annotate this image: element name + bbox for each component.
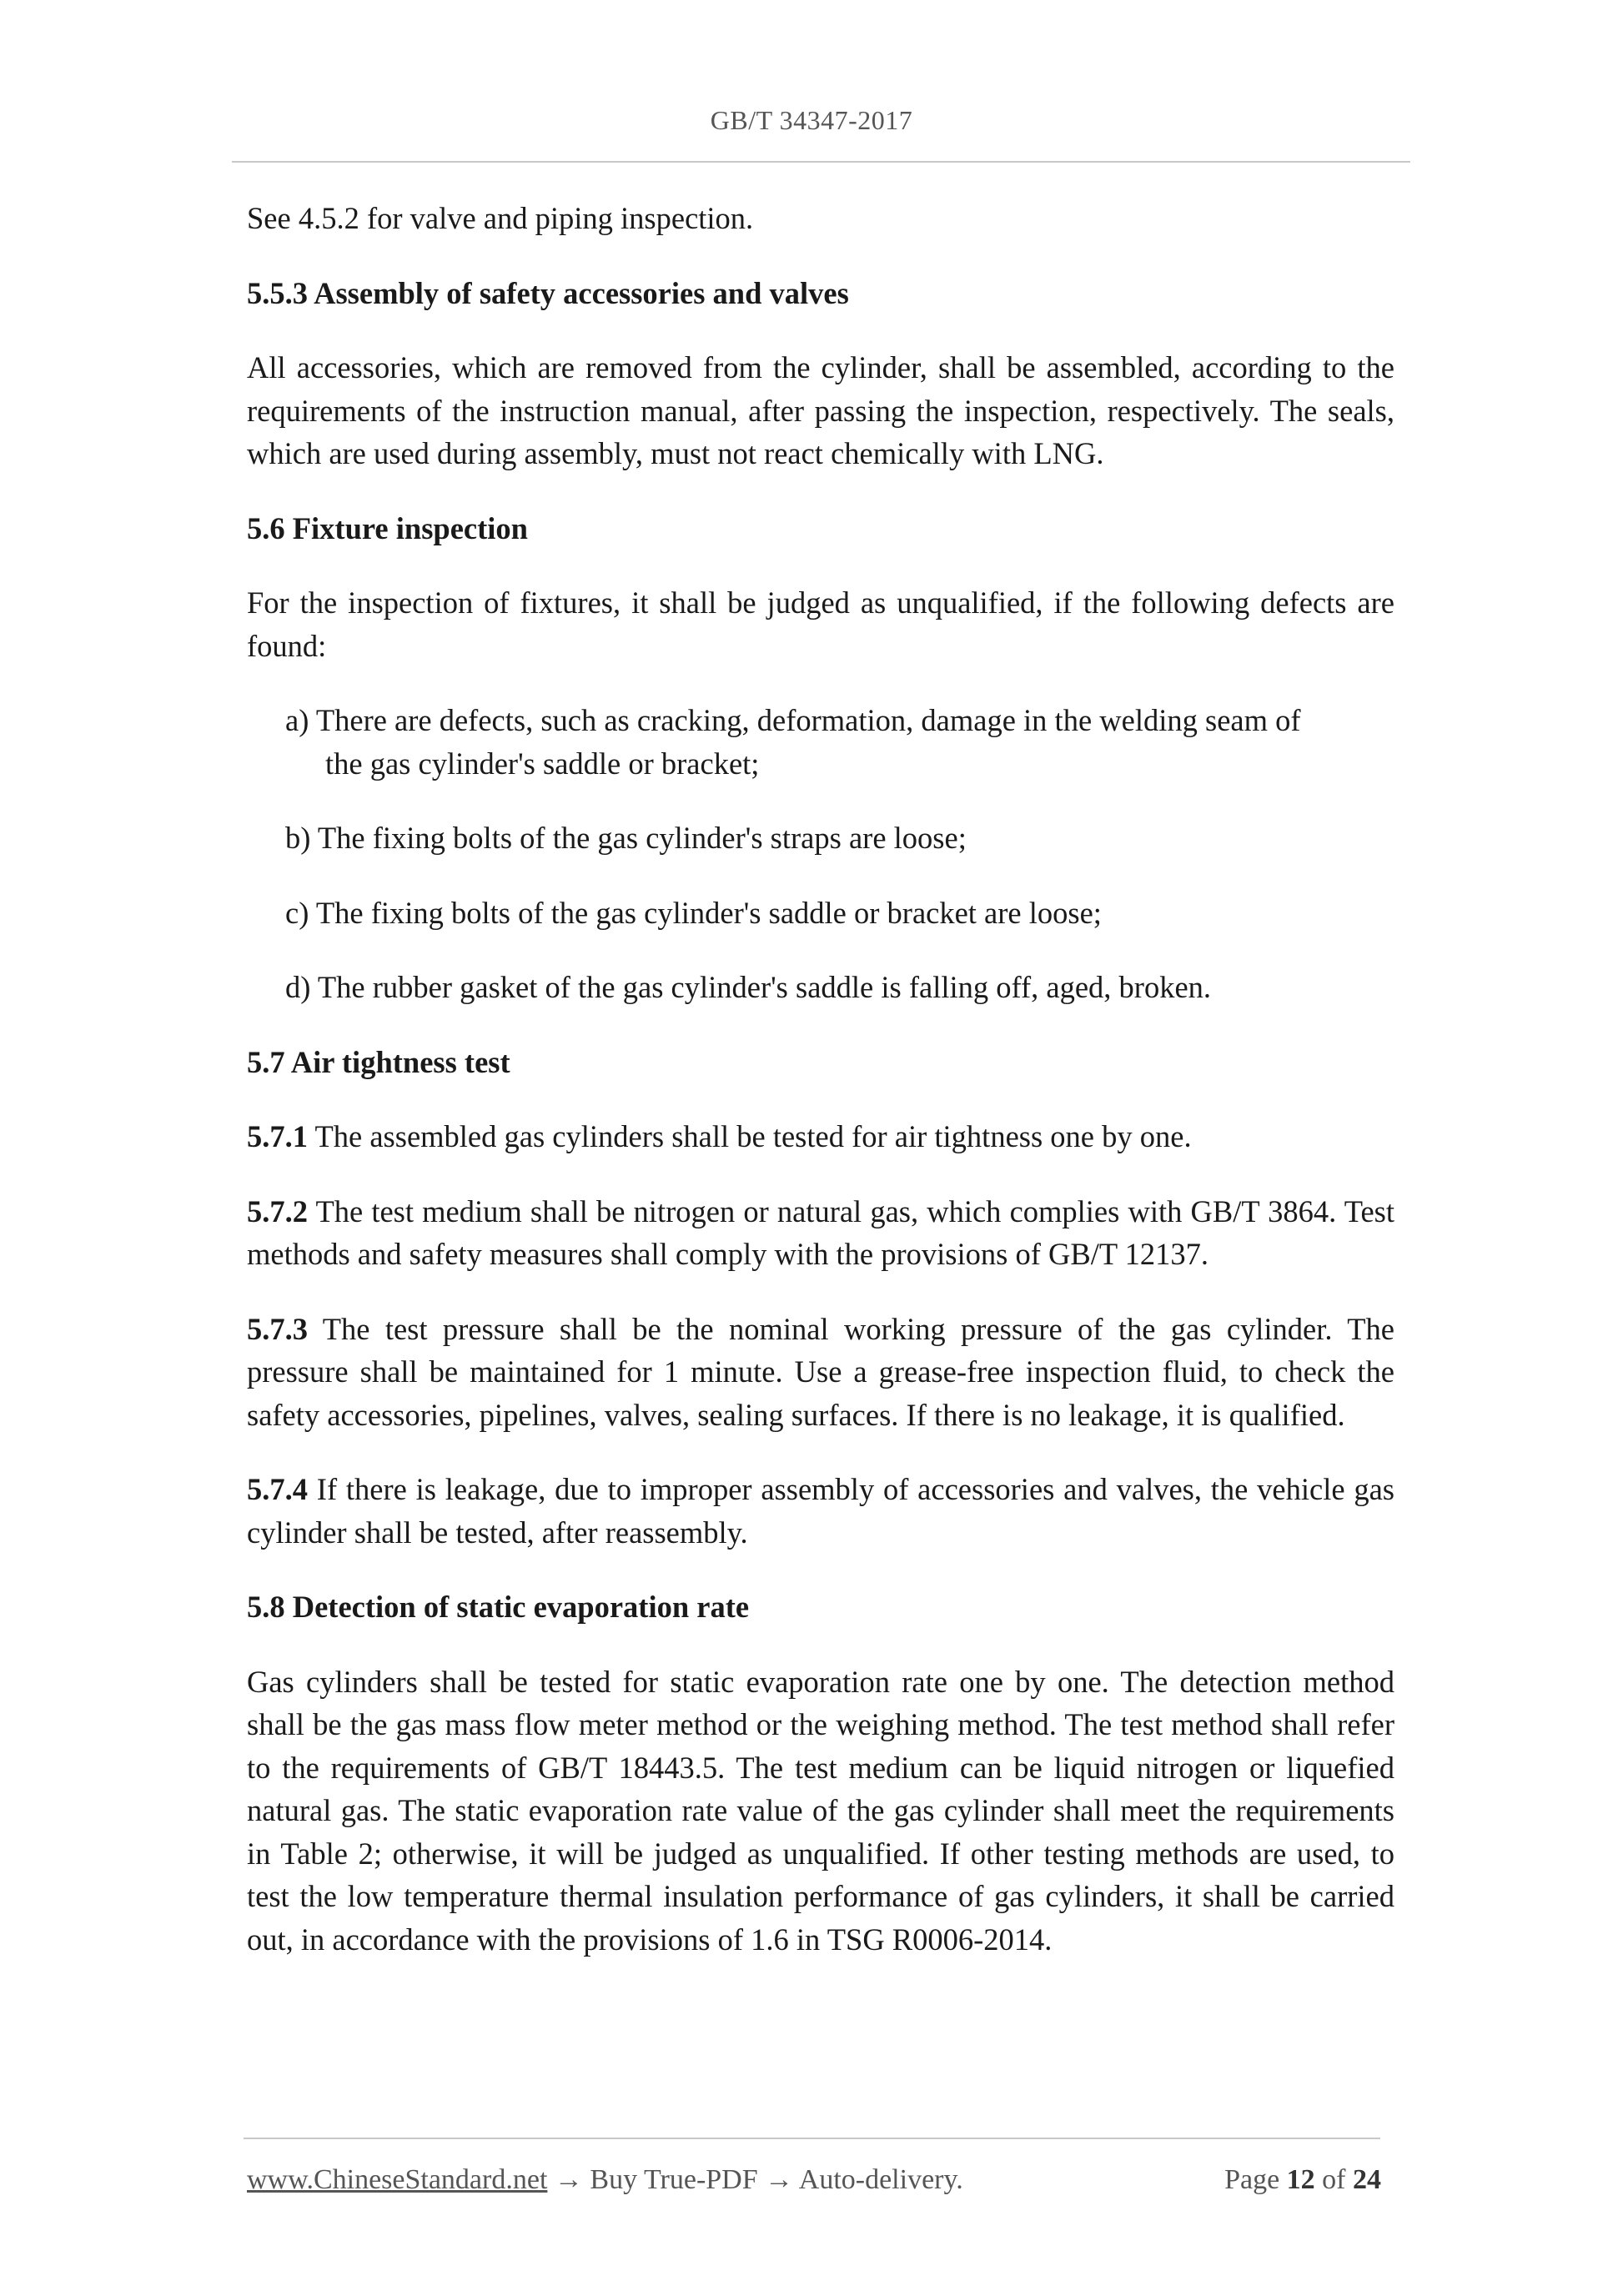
site-link[interactable]: www.ChineseStandard.net — [247, 2164, 548, 2195]
clause-text: The test medium shall be nitrogen or natural gas, which complies with GB/T 3864. Test methods and safety measures shall comply with the provisions of GB/T 12137. — [247, 1193, 1394, 1271]
document-body — [247, 197, 1394, 1961]
clause-text: The assembled gas cylinders shall be tested for air tightness one by one. — [308, 1119, 1192, 1153]
list-item-a-line1: a) There are defects, such as cracking, deformation, damage in the welding seam of — [285, 703, 1301, 737]
clause-text: The test pressure shall be the nominal working pressure of the gas cylinder. The pressure shall be maintained for 1 minute. Use a grease-free inspection fluid, to check the safety accessories, pipelines, valves, sealing surfaces. If there is no leakage, it is qualified. — [247, 1311, 1394, 1432]
page-label: Page — [1224, 2164, 1287, 2195]
list-item-a-line2: the gas cylinder's saddle or bracket; — [325, 746, 760, 781]
clause-text: If there is leakage, due to improper assembly of accessories and valves, the vehicle gas cylinder shall be tested, after reassembly. — [247, 1472, 1394, 1550]
footer-divider — [244, 2138, 1380, 2139]
clause-5-7-2 — [247, 1190, 1394, 1276]
clause-5-7-3 — [247, 1308, 1394, 1437]
paragraph: For the inspection of fixtures, it shall be judged as unqualified, if the following defects are found: — [247, 585, 1394, 663]
list-item-b: b) The fixing bolts of the gas cylinder's straps are loose; — [285, 821, 967, 855]
clause-5-7-1 — [247, 1115, 1394, 1158]
paragraph: See 4.5.2 for valve and piping inspection. — [247, 201, 754, 235]
section-heading-5-7: 5.7 Air tightness test — [247, 1044, 510, 1079]
clause-number: 5.7.2 — [247, 1193, 308, 1228]
clause-5-7-4 — [247, 1468, 1394, 1554]
clause-number: 5.7.1 — [247, 1119, 308, 1153]
document-header: GB/T 34347-2017 — [710, 105, 913, 135]
section-heading-5-8: 5.8 Detection of static evaporation rate — [247, 1590, 750, 1624]
list-item-d: d) The rubber gasket of the gas cylinder's saddle is falling off, aged, broken. — [285, 970, 1212, 1004]
footer-promo — [247, 2164, 963, 2196]
list-item-a — [247, 699, 1394, 785]
of-label: of — [1314, 2164, 1353, 2195]
page-number — [1224, 2164, 1381, 2196]
current-page: 12 — [1286, 2164, 1315, 2195]
header-divider — [232, 161, 1410, 163]
clause-number: 5.7.3 — [247, 1311, 308, 1346]
total-pages: 24 — [1353, 2164, 1381, 2195]
section-heading-5-5-3: 5.5.3 Assembly of safety accessories and valves — [247, 275, 849, 310]
list-item-c: c) The fixing bolts of the gas cylinder's saddle or bracket are loose; — [285, 895, 1102, 930]
section-heading-5-6: 5.6 Fixture inspection — [247, 510, 528, 545]
clause-number: 5.7.4 — [247, 1472, 308, 1506]
paragraph: Gas cylinders shall be tested for static evaporation rate one by one. The detection method shall be the gas mass flow meter method or the weighing method. The test method shall refer to the requirements of GB/T 18443.5. The test medium can be liquid nitrogen or liquefied natural gas. The static evaporation rate value of the gas cylinder shall meet the requirements in Table 2; otherwise, it will be judged as unqualified. If other testing methods are used, to test the low temperature thermal insulation performance of gas cylinders, it shall be carried out, in accordance with the provisions of 1.6 in TSG R0006-2014. — [247, 1664, 1394, 1957]
paragraph: All accessories, which are removed from the cylinder, shall be assembled, according to the requirements of the instruction manual, after passing the inspection, respectively. The seals, which are used during assembly, must not react chemically with LNG. — [247, 350, 1394, 470]
promo-text: → Buy True-PDF → Auto-delivery. — [547, 2164, 963, 2195]
